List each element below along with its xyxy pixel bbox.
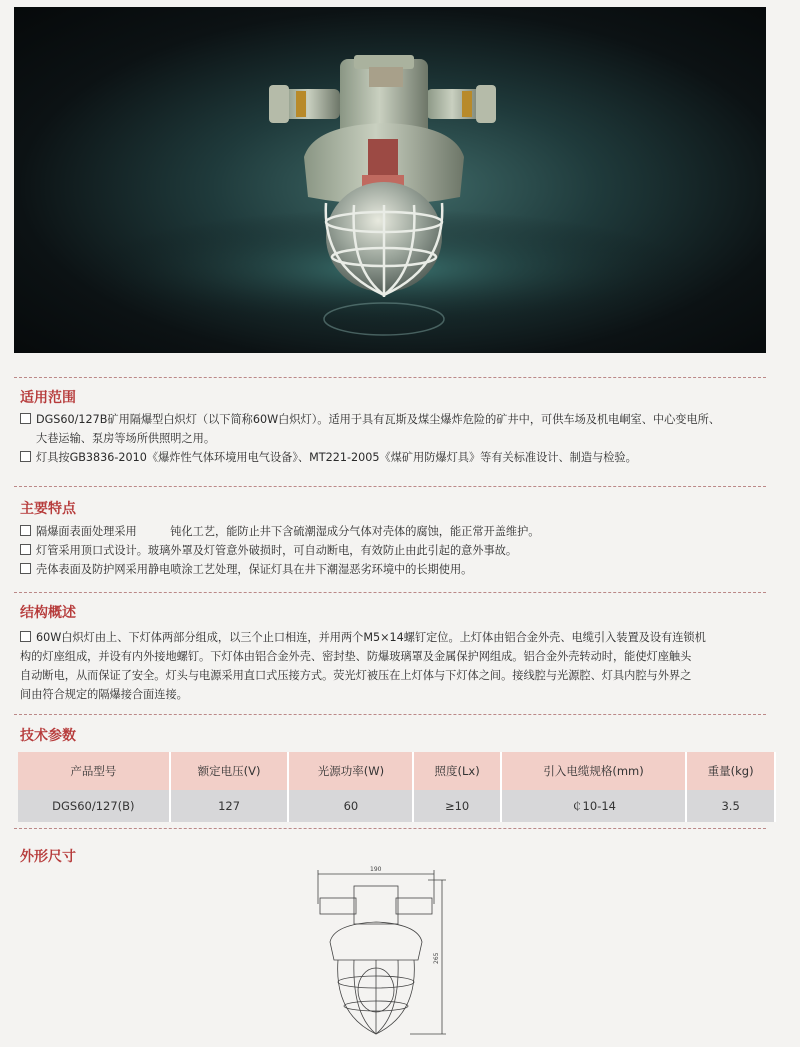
table-cell: 3.5 xyxy=(686,790,775,822)
divider xyxy=(14,828,766,829)
width-dimension-label: 190 xyxy=(370,866,382,873)
table-header-cell: 产品型号 xyxy=(18,752,170,790)
list-item: 壳体表面及防护网采用静电喷涂工艺处理，保证灯具在井下潮湿恶劣环境中的长期使用。 xyxy=(20,560,770,579)
table-cell: ≥10 xyxy=(413,790,500,822)
section-title-specs: 技术参数 xyxy=(20,728,76,744)
features-text xyxy=(20,522,770,579)
table-cell: 127 xyxy=(170,790,289,822)
list-item: 构的灯座组成，并设有内外接地螺钉。下灯体由铝合金外壳、密封垫、防爆玻璃罩及金属保护网组成。铝合金外壳转动时，能使灯座触头 xyxy=(20,650,692,663)
list-item: DGS60/127B矿用隔爆型白炽灯（以下简称60W白炽灯）。适用于具有瓦斯及煤尘爆炸危险的矿井中，可供车场及机电峒室、中心变电所、 xyxy=(20,410,770,429)
scope-text xyxy=(20,410,770,467)
list-item: 大巷运输、泵房等场所供照明之用。 xyxy=(36,432,216,445)
list-item: 自动断电，从而保证了安全。灯头与电源采用直口式压接方式。荧光灯被压在上灯体与下灯体之间。接线腔与光源腔、灯具内腔与外界之 xyxy=(20,669,692,682)
divider xyxy=(14,486,766,487)
checkbox-bullet-icon xyxy=(20,525,31,536)
spec-table xyxy=(18,752,776,822)
table-cell: 60 xyxy=(288,790,413,822)
checkbox-bullet-icon xyxy=(20,451,31,462)
list-item: 间由符合规定的隔爆接合面连接。 xyxy=(20,688,188,701)
checkbox-bullet-icon xyxy=(20,563,31,574)
height-dimension-label: 265 xyxy=(433,952,440,964)
checkbox-bullet-icon xyxy=(20,544,31,555)
product-photo xyxy=(14,7,766,353)
list-item: 灯管采用顶口式设计。玻璃外罩及灯管意外破损时，可自动断电，有效防止由此引起的意外事故。 xyxy=(20,541,770,560)
table-row xyxy=(18,790,775,822)
section-title-structure: 结构概述 xyxy=(20,605,76,621)
divider xyxy=(14,592,766,593)
divider xyxy=(14,377,766,378)
table-header-cell: 照度(Lx) xyxy=(413,752,500,790)
checkbox-bullet-icon xyxy=(20,631,31,642)
section-title-scope: 适用范围 xyxy=(20,390,76,406)
list-item: 60W白炽灯由上、下灯体两部分组成，以三个止口相连，并用两个M5×14螺钉定位。上灯体由铝合金外壳、电缆引入装置及设有连锁机 xyxy=(20,628,770,647)
structure-text xyxy=(20,628,770,704)
table-header-cell: 重量(kg) xyxy=(686,752,775,790)
section-title-features: 主要特点 xyxy=(20,501,76,517)
divider xyxy=(14,714,766,715)
table-header-cell: 引入电缆规格(mm) xyxy=(501,752,686,790)
table-cell: ￠10-14 xyxy=(501,790,686,822)
table-cell: DGS60/127(B) xyxy=(18,790,170,822)
list-item: 灯具按GB3836-2010《爆炸性气体环境用电气设备》、MT221-2005《煤矿用防爆灯具》等有关标准设计、制造与检验。 xyxy=(20,448,770,467)
dimension-drawing xyxy=(310,864,450,1040)
table-header-cell: 额定电压(V) xyxy=(170,752,289,790)
table-header-cell: 光源功率(W) xyxy=(288,752,413,790)
table-header-row xyxy=(18,752,775,790)
list-item: 隔爆面表面处理采用 钝化工艺，能防止井下含硫潮湿成分气体对壳体的腐蚀，能正常开盖维护。 xyxy=(20,522,770,541)
checkbox-bullet-icon xyxy=(20,413,31,424)
section-title-dimensions: 外形尺寸 xyxy=(20,849,76,865)
